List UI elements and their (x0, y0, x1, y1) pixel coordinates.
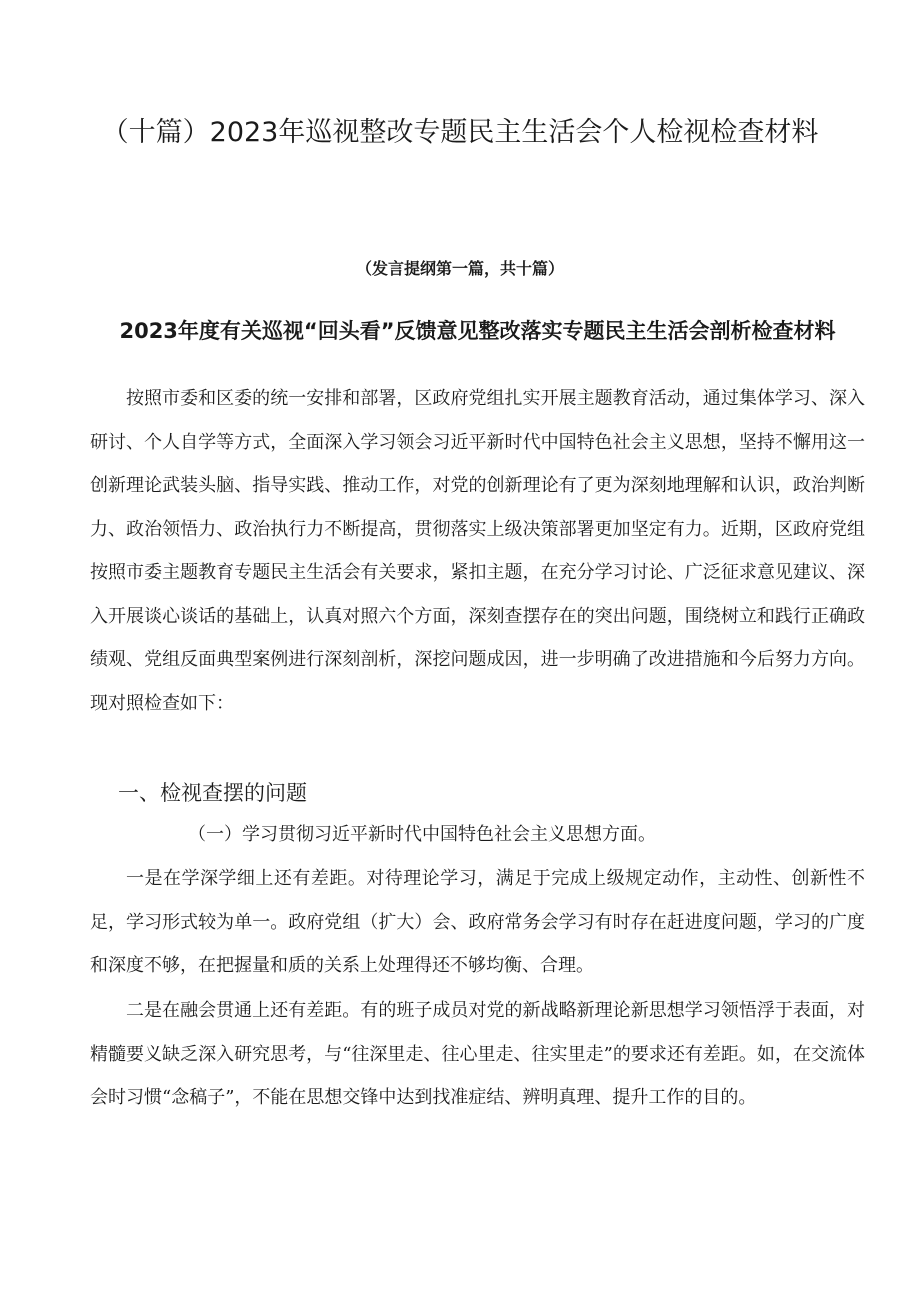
intro-paragraph: 按照市委和区委的统一安排和部署，区政府党组扎实开展主题教育活动，通过集体学习、深入研讨、个人自学等方式，全面深入学习领会习近平新时代中国特色社会主义思想，坚持不懈用这一创新理论武装头脑、指导实践、推动工作，对党的创新理论有了更为深刻地理解和认识，政治判断力、政治领悟力、政治执行力不断提高，贯彻落实上级决策部署更加坚定有力。近期，区政府党组按照市委主题教育专题民主生活会有关要求，紧扣主题，在充分学习讨论、广泛征求意见建议、深入开展谈心谈话的基础上，认真对照六个方面，深刻查摆存在的突出问题，围绕树立和践行正确政绩观、党组反面典型案例进行深刻剖析，深挖问题成因，进一步明确了改进措施和今后努力方向。现对照检查如下： (90, 388, 865, 714)
sub-heading-study: （一）学习贯彻习近平新时代中国特色社会主义思想方面。 (188, 824, 656, 845)
paragraph-study-depth: 一是在学深学细上还有差距。对待理论学习，满足于完成上级规定动作，主动性、创新性不足，学习形式较为单一。政府党组（扩大）会、政府常务会学习有时存在赶进度问题，学习的广度和深度不够，在把握量和质的关系上处理得还不够均衡、合理。 (90, 868, 865, 976)
document-title: （十篇）2023年巡视整改专题民主生活会个人检视检查材料 (101, 117, 819, 149)
heading-problems: 一、检视查摆的问题 (118, 781, 307, 805)
outline-note: （发言提纲第一篇，共十篇） (355, 259, 564, 278)
paragraph-integration: 二是在融会贯通上还有差距。有的班子成员对党的新战略新理论新思想学习领悟浮于表面，对精髓要义缺乏深入研究思考，与“往深里走、往心里走、往实里走”的要求还有差距。如，在交流体会时习惯“念稿子”，不能在思想交锋中达到找准症结、辨明真理、提升工作的目的。 (90, 1000, 865, 1108)
section-title: 2023年度有关巡视“回头看”反馈意见整改落实专题民主生活会剖析检查材料 (119, 319, 836, 344)
